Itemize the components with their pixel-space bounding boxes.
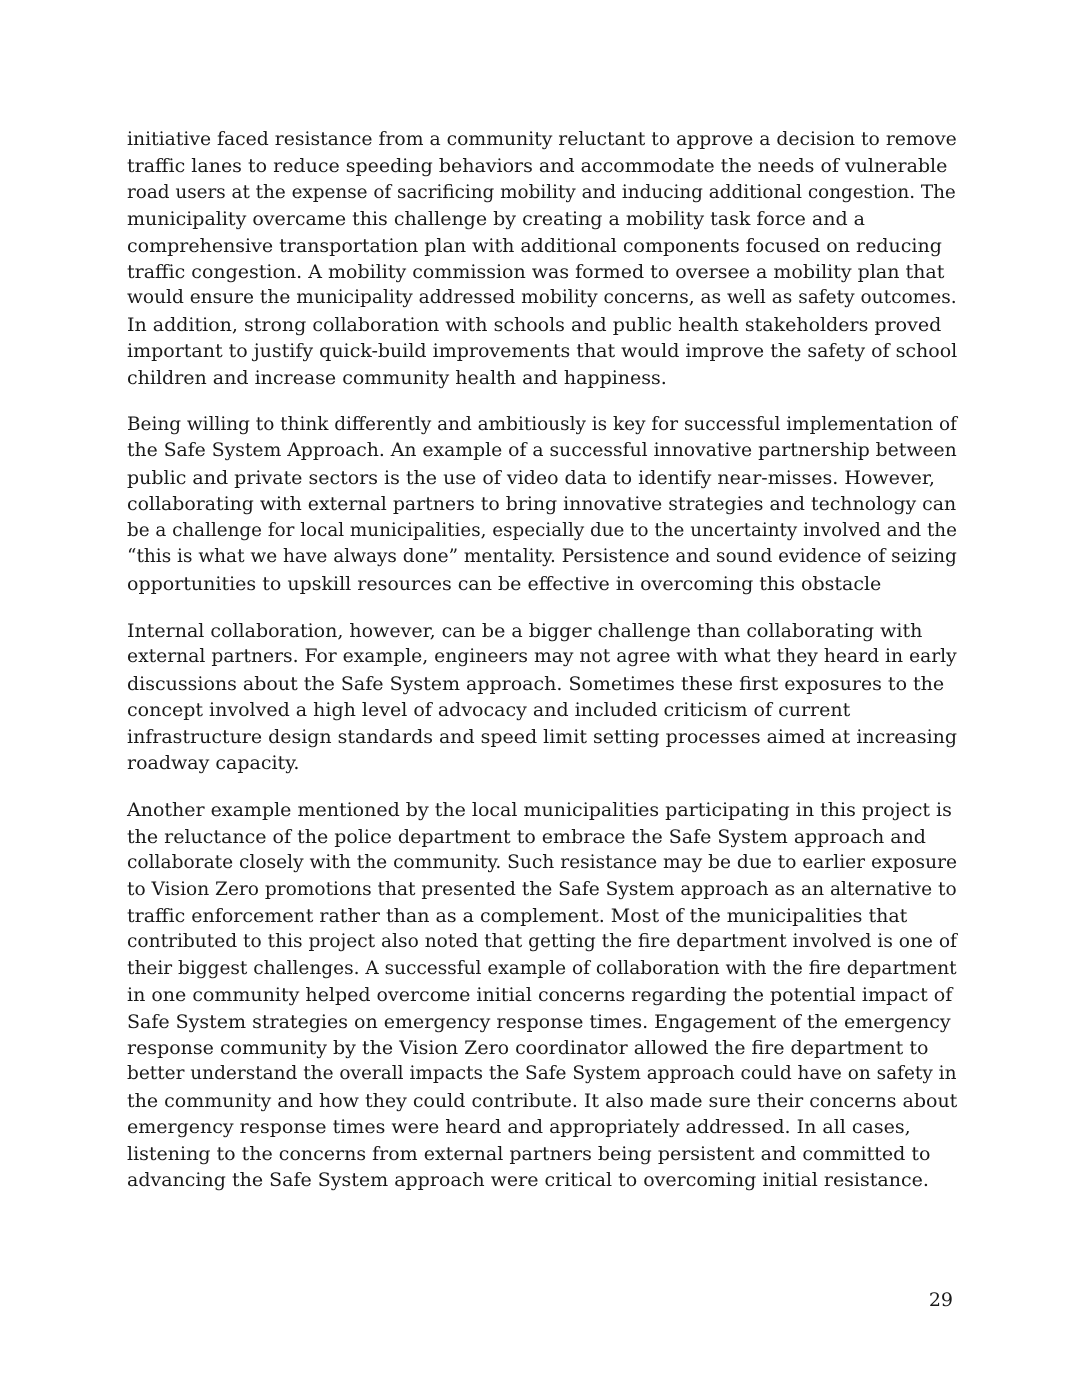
text-line: to Vision Zero promotions that presented the Safe System approach as an alternative to — [127, 878, 957, 900]
text-line: Another example mentioned by the local municipalities participating in this project is — [127, 799, 952, 822]
text-line: traffic enforcement rather than as a complement. Most of the municipalities that — [127, 904, 908, 927]
text-line: important to justify quick-build improvements that would improve the safety of school — [127, 340, 958, 363]
text-line: discussions about the Safe System approach. Sometimes these first exposures to the — [127, 672, 945, 695]
text-line: contributed to this project also noted that getting the fire department involved is one of — [127, 931, 957, 953]
text-line: collaborating with external partners to bring innovative strategies and technology can — [127, 493, 957, 516]
text-line: traffic congestion. A mobility commission was formed to oversee a mobility plan that — [127, 261, 945, 284]
text-line: their biggest challenges. A successful example of collaboration with the fire department — [127, 957, 957, 979]
text-line: better understand the overall impacts the Safe System approach could have on safety in — [127, 1063, 957, 1085]
paragraph-4 — [127, 797, 957, 1193]
text-line: Being willing to think differently and ambitiously is key for successful implementation of — [127, 414, 957, 436]
text-line: infrastructure design standards and speed limit setting processes aimed at increasing — [127, 725, 958, 748]
body-text — [127, 127, 957, 1214]
text-line: advancing the Safe System approach were critical to overcoming initial resistance. — [127, 1169, 929, 1192]
text-line: the reluctance of the police department to embrace the Safe System approach and — [127, 825, 926, 848]
text-line: initiative faced resistance from a community reluctant to approve a decision to remove — [127, 129, 957, 150]
text-line: opportunities to upskill resources can be effective in overcoming this obstacle — [127, 572, 882, 595]
text-line: municipality overcame this challenge by creating a mobility task force and a — [127, 208, 865, 231]
text-line: the community and how they could contribute. It also made sure their concerns about — [127, 1089, 958, 1112]
text-line: concept involved a high level of advocacy and included criticism of current — [127, 699, 851, 722]
text-line: the Safe System Approach. An example of a successful innovative partnership between — [127, 440, 957, 462]
text-line: response community by the Vision Zero coordinator allowed the fire department to — [127, 1037, 929, 1059]
text-line: In addition, strong collaboration with schools and public health stakeholders proved — [127, 313, 942, 336]
text-line: children and increase community health and happiness. — [127, 366, 667, 389]
text-line: Safe System strategies on emergency response times. Engagement of the emergency — [127, 1010, 951, 1033]
text-line: Internal collaboration, however, can be a bigger challenge than collaborating with — [127, 619, 923, 642]
text-line: be a challenge for local municipalities, especially due to the uncertainty involved and the — [127, 519, 957, 541]
text-line: collaborate closely with the community. Such resistance may be due to earlier exposure — [127, 852, 957, 874]
text-line: comprehensive transportation plan with additional components focused on reducing — [127, 234, 942, 257]
paragraph-1 — [127, 127, 957, 391]
text-line: public and private sectors is the use of video data to identify near-misses. However, — [127, 466, 935, 489]
text-line: traffic lanes to reduce speeding behaviors and accommodate the needs of vulnerable — [127, 155, 948, 178]
text-line: in one community helped overcome initial concerns regarding the potential impact of — [127, 984, 953, 1007]
text-line: “this is what we have always done” mentality. Persistence and sound evidence of seizing — [127, 546, 957, 568]
paragraph-3 — [127, 618, 957, 776]
text-line: roadway capacity. — [127, 751, 300, 774]
text-line: external partners. For example, engineers may not agree with what they heard in early — [127, 646, 957, 668]
paragraph-2 — [127, 412, 957, 597]
text-line: emergency response times were heard and appropriately addressed. In all cases, — [127, 1116, 911, 1139]
text-line: listening to the concerns from external partners being persistent and committed to — [127, 1142, 931, 1165]
text-line: would ensure the municipality addressed mobility concerns, as well as safety outcomes. — [127, 287, 957, 309]
page-number: 29 — [928, 1289, 953, 1311]
text-line: road users at the expense of sacrificing mobility and inducing additional congestion. The — [127, 181, 956, 203]
